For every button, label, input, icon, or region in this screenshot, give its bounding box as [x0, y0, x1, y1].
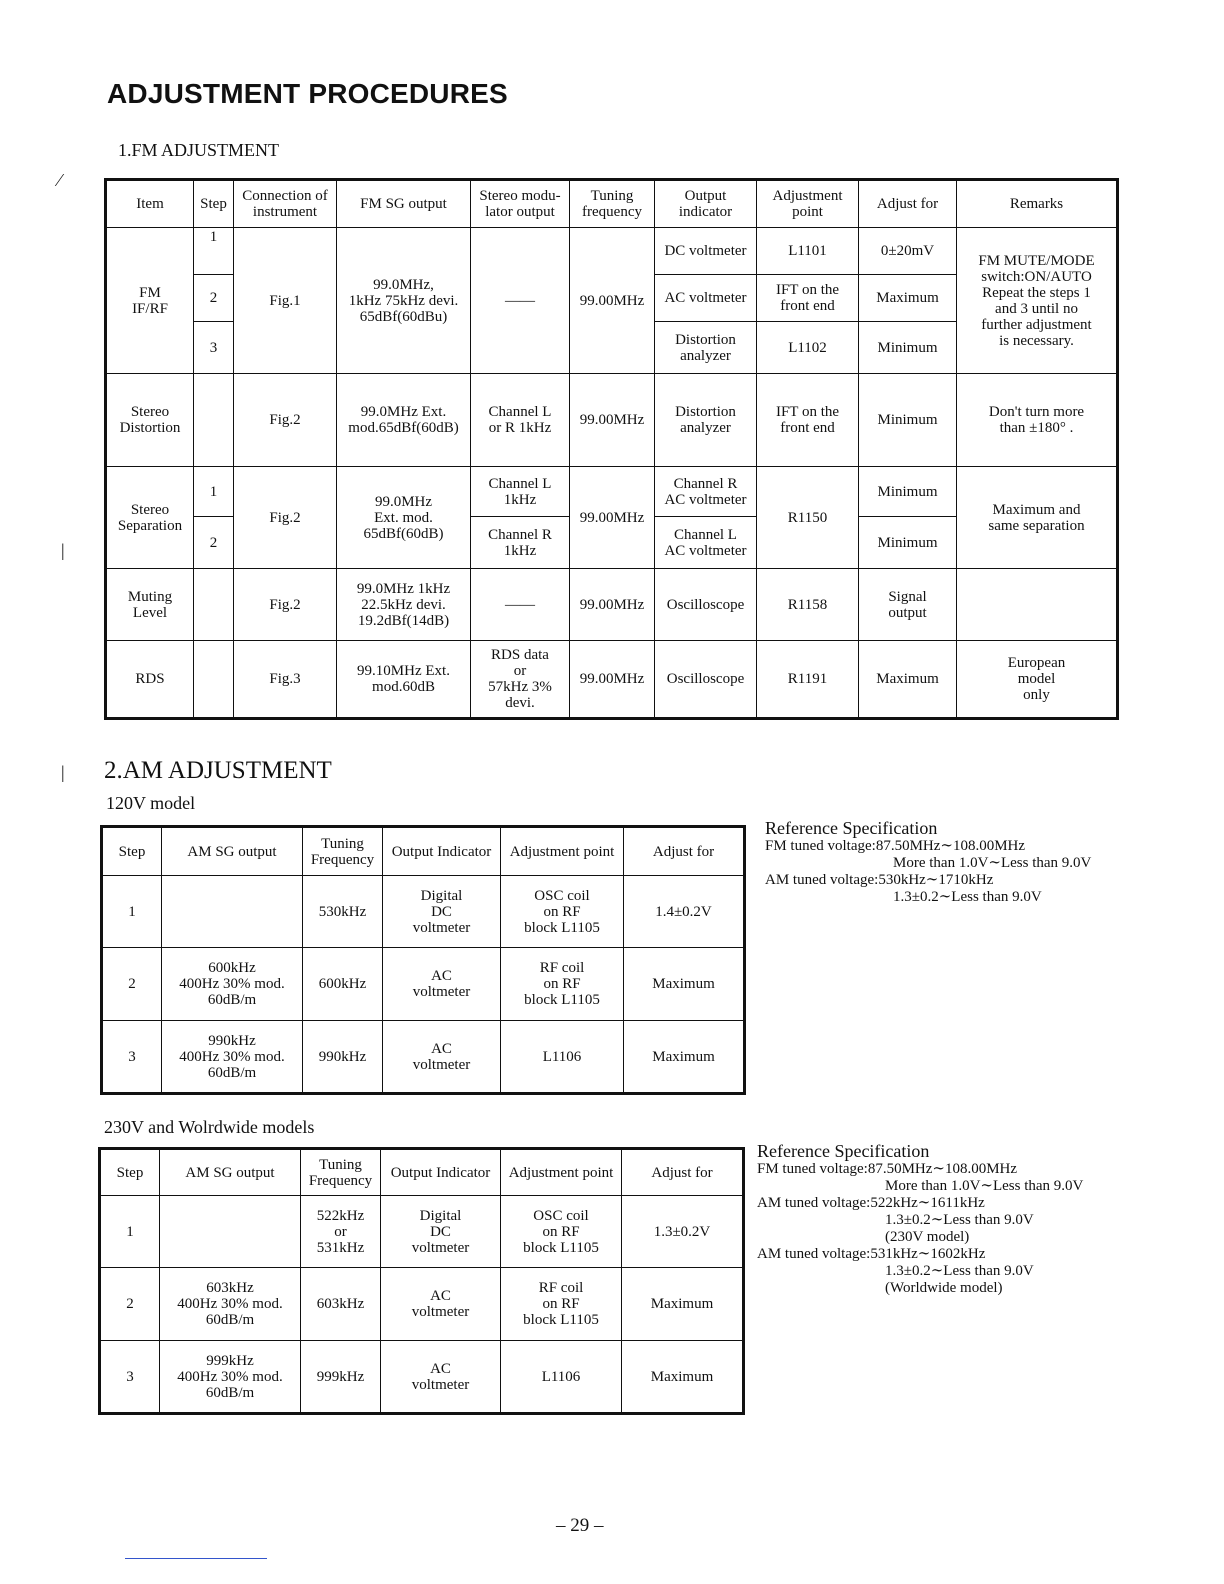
adjustment-point-cell: R1150 [757, 467, 859, 569]
page-number: – 29 – [556, 1515, 604, 1536]
item-cell: Muting Level [106, 569, 194, 641]
column-header: Tuning Frequency [303, 827, 383, 876]
adjustment-point-cell: RF coil on RF block L1105 [501, 1268, 622, 1341]
fm-sg-cell: 99.0MHz Ext. mod.65dBf(60dB) [337, 374, 471, 467]
adjustment-point-cell: RF coil on RF block L1105 [501, 948, 624, 1021]
fm-sg-cell: 99.0MHz, 1kHz 75kHz devi. 65dBf(60dBu) [337, 228, 471, 374]
output-indicator-cell: Distortion analyzer [655, 322, 757, 374]
tuning-cell: 530kHz [303, 876, 383, 948]
adjustment-point-cell: R1158 [757, 569, 859, 641]
reference-line: 1.3±0.2∼Less than 9.0V [893, 889, 1042, 905]
step-cell: 1 [102, 876, 162, 948]
adjust-for-cell: 0±20mV [859, 228, 957, 275]
reference-title: Reference Specification [757, 1141, 930, 1161]
stereo-modulator-cell: Channel R 1kHz [471, 517, 570, 569]
adjustment-point-cell: L1101 [757, 228, 859, 275]
output-indicator-cell: AC voltmeter [383, 1021, 501, 1094]
output-indicator-cell: Distortion analyzer [655, 374, 757, 467]
adjustment-point-cell: OSC coil on RF block L1105 [501, 876, 624, 948]
connection-cell: Fig.1 [234, 228, 337, 374]
column-header: Output Indicator [383, 827, 501, 876]
column-header: AM SG output [162, 827, 303, 876]
reference-line: AM tuned voltage:530kHz∼1710kHz [765, 872, 994, 888]
step-cell [194, 641, 234, 719]
reference-line: More than 1.0V∼Less than 9.0V [893, 855, 1092, 871]
column-header: Adjustment point [501, 1149, 622, 1196]
output-indicator-cell: Digital DC voltmeter [381, 1196, 501, 1268]
table-header-row [106, 180, 1118, 228]
table-row [102, 1021, 745, 1094]
column-header: FM SG output [337, 180, 471, 228]
table-row [106, 641, 1118, 719]
reference-line: 1.3±0.2∼Less than 9.0V [885, 1212, 1034, 1228]
table-row [100, 1268, 744, 1341]
fm-sg-cell: 99.0MHz 1kHz 22.5kHz devi. 19.2dBf(14dB) [337, 569, 471, 641]
column-header: Step [194, 180, 234, 228]
column-header: Remarks [957, 180, 1118, 228]
connection-cell: Fig.3 [234, 641, 337, 719]
adjust-for-cell: Minimum [859, 322, 957, 374]
adjustment-point-cell: L1106 [501, 1021, 624, 1094]
output-indicator-cell: Oscilloscope [655, 641, 757, 719]
column-header: Adjustment point [757, 180, 859, 228]
item-cell: RDS [106, 641, 194, 719]
margin-mark: ⁄ [58, 170, 62, 190]
reference-line: 1.3±0.2∼Less than 9.0V [885, 1263, 1034, 1279]
tuning-cell: 99.00MHz [570, 641, 655, 719]
column-header: Connection of instrument [234, 180, 337, 228]
am-120v-subheading: 120V model [106, 793, 196, 813]
tuning-cell: 99.00MHz [570, 228, 655, 374]
column-header: Step [100, 1149, 160, 1196]
reference-line: FM tuned voltage:87.50MHz∼108.00MHz [757, 1161, 1018, 1177]
table-row [106, 228, 1118, 275]
step-cell: 3 [102, 1021, 162, 1094]
output-indicator-cell: AC voltmeter [381, 1268, 501, 1341]
adjustment-point-cell: IFT on the front end [757, 275, 859, 322]
tuning-cell: 999kHz [301, 1341, 381, 1414]
am-sg-cell: 999kHz 400Hz 30% mod. 60dB/m [160, 1341, 301, 1414]
column-header: AM SG output [160, 1149, 301, 1196]
stereo-modulator-cell: —— [471, 569, 570, 641]
column-header: Adjustment point [501, 827, 624, 876]
adjustment-point-cell: IFT on the front end [757, 374, 859, 467]
adjustment-point-cell: R1191 [757, 641, 859, 719]
tuning-cell: 99.00MHz [570, 467, 655, 569]
margin-mark: | [61, 540, 65, 560]
fm-section-heading: 1.FM ADJUSTMENT [118, 140, 280, 160]
output-indicator-cell: AC voltmeter [383, 948, 501, 1021]
table-row [100, 1196, 744, 1268]
tuning-cell: 522kHz or 531kHz [301, 1196, 381, 1268]
am-sg-cell: 600kHz 400Hz 30% mod. 60dB/m [162, 948, 303, 1021]
column-header: Step [102, 827, 162, 876]
connection-cell: Fig.2 [234, 569, 337, 641]
am-230v-table [98, 1147, 745, 1415]
column-header: Output indicator [655, 180, 757, 228]
output-indicator-cell: Oscilloscope [655, 569, 757, 641]
am-section-heading: 2.AM ADJUSTMENT [104, 757, 332, 784]
am-sg-cell: 990kHz 400Hz 30% mod. 60dB/m [162, 1021, 303, 1094]
step-cell: 1 [100, 1196, 160, 1268]
stereo-modulator-cell: Channel L 1kHz [471, 467, 570, 517]
adjust-for-cell: Minimum [859, 467, 957, 517]
column-header: Adjust for [624, 827, 745, 876]
stereo-modulator-cell: Channel L or R 1kHz [471, 374, 570, 467]
reference-line: (230V model) [885, 1229, 970, 1245]
output-indicator-cell: Digital DC voltmeter [383, 876, 501, 948]
table-row [100, 1341, 744, 1414]
item-cell: Stereo Distortion [106, 374, 194, 467]
output-indicator-cell: AC voltmeter [655, 275, 757, 322]
adjust-for-cell: Minimum [859, 374, 957, 467]
fm-sg-cell: 99.10MHz Ext. mod.60dB [337, 641, 471, 719]
tuning-cell: 600kHz [303, 948, 383, 1021]
tuning-cell: 99.00MHz [570, 569, 655, 641]
remarks-cell: European model only [957, 641, 1118, 719]
reference-line: FM tuned voltage:87.50MHz∼108.00MHz [765, 838, 1026, 854]
adjust-for-cell: Maximum [624, 1021, 745, 1094]
fm-adjustment-table [104, 178, 1119, 720]
am-sg-cell [162, 876, 303, 948]
remarks-cell: FM MUTE/MODE switch:ON/AUTO Repeat the steps 1 and 3 until no further adjustment is necessary. [957, 228, 1118, 374]
step-cell [194, 569, 234, 641]
step-cell: 2 [102, 948, 162, 1021]
reference-line: (Worldwide model) [885, 1280, 1003, 1296]
adjust-for-cell: Maximum [859, 275, 957, 322]
column-header: Output Indicator [381, 1149, 501, 1196]
table-row [102, 948, 745, 1021]
step-cell: 2 [194, 275, 234, 322]
adjustment-point-cell: L1102 [757, 322, 859, 374]
adjust-for-cell: Maximum [859, 641, 957, 719]
column-header: Stereo modu- lator output [471, 180, 570, 228]
reference-line: AM tuned voltage:531kHz∼1602kHz [757, 1246, 986, 1262]
item-cell: FM IF/RF [106, 228, 194, 374]
step-cell: 1 [194, 467, 234, 517]
am-120v-table [100, 825, 746, 1095]
column-header: Adjust for [859, 180, 957, 228]
table-row [106, 467, 1118, 517]
reference-spec-120v [765, 818, 1185, 906]
table-row [102, 876, 745, 948]
connection-cell: Fig.2 [234, 467, 337, 569]
adjust-for-cell: Maximum [622, 1341, 744, 1414]
adjust-for-cell: Minimum [859, 517, 957, 569]
fm-sg-cell: 99.0MHz Ext. mod. 65dBf(60dB) [337, 467, 471, 569]
stereo-modulator-cell: —— [471, 228, 570, 374]
step-cell: 3 [194, 322, 234, 374]
column-header: Adjust for [622, 1149, 744, 1196]
adjust-for-cell: Signal output [859, 569, 957, 641]
tuning-cell: 99.00MHz [570, 374, 655, 467]
step-cell [194, 374, 234, 467]
table-row [106, 569, 1118, 641]
table-header-row [102, 827, 745, 876]
connection-cell: Fig.2 [234, 374, 337, 467]
adjustment-point-cell: OSC coil on RF block L1105 [501, 1196, 622, 1268]
adjustment-point-cell: L1106 [501, 1341, 622, 1414]
column-header: Tuning Frequency [301, 1149, 381, 1196]
step-cell: 3 [100, 1341, 160, 1414]
reference-line: More than 1.0V∼Less than 9.0V [885, 1178, 1084, 1194]
adjust-for-cell: 1.3±0.2V [622, 1196, 744, 1268]
step-cell: 2 [194, 517, 234, 569]
step-cell: 2 [100, 1268, 160, 1341]
page-title: ADJUSTMENT PROCEDURES [107, 78, 508, 109]
remarks-cell: Maximum and same separation [957, 467, 1118, 569]
am-sg-cell [160, 1196, 301, 1268]
output-indicator-cell: AC voltmeter [381, 1341, 501, 1414]
step-cell: 1 [194, 228, 234, 275]
footer-rule [125, 1558, 267, 1559]
reference-spec-230v [757, 1141, 1187, 1297]
output-indicator-cell: Channel R AC voltmeter [655, 467, 757, 517]
column-header: Tuning frequency [570, 180, 655, 228]
remarks-cell [957, 569, 1118, 641]
stereo-modulator-cell: RDS data or 57kHz 3% devi. [471, 641, 570, 719]
table-row [106, 374, 1118, 467]
reference-title: Reference Specification [765, 818, 938, 838]
table-header-row [100, 1149, 744, 1196]
adjust-for-cell: Maximum [622, 1268, 744, 1341]
output-indicator-cell: Channel L AC voltmeter [655, 517, 757, 569]
reference-line: AM tuned voltage:522kHz∼1611kHz [757, 1195, 985, 1211]
adjust-for-cell: Maximum [624, 948, 745, 1021]
remarks-cell: Don't turn more than ±180° . [957, 374, 1118, 467]
adjust-for-cell: 1.4±0.2V [624, 876, 745, 948]
column-header: Item [106, 180, 194, 228]
am-sg-cell: 603kHz 400Hz 30% mod. 60dB/m [160, 1268, 301, 1341]
item-cell: Stereo Separation [106, 467, 194, 569]
am-230v-subheading: 230V and Wolrdwide models [104, 1117, 315, 1137]
margin-mark: | [61, 762, 65, 782]
tuning-cell: 990kHz [303, 1021, 383, 1094]
output-indicator-cell: DC voltmeter [655, 228, 757, 275]
tuning-cell: 603kHz [301, 1268, 381, 1341]
